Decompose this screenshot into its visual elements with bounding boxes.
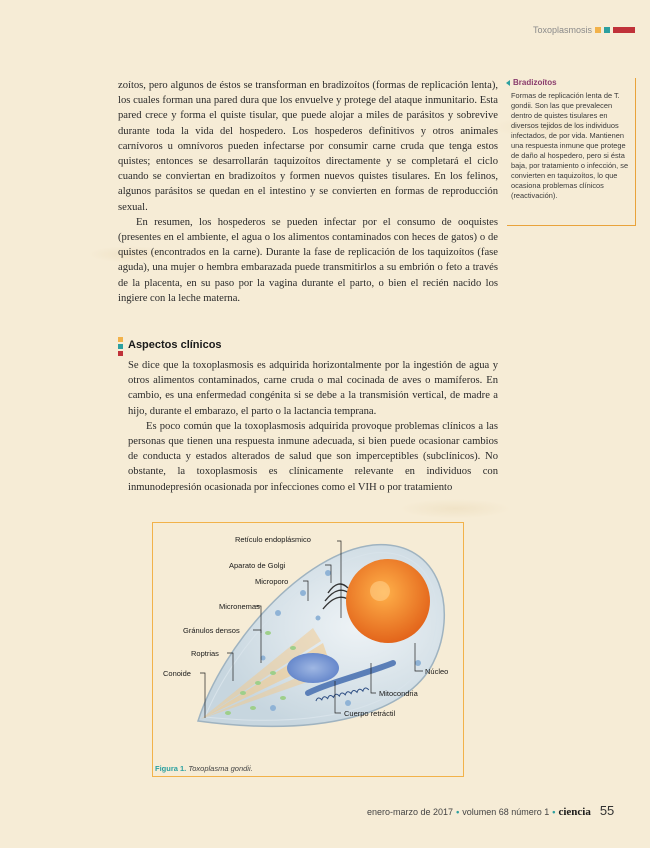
glossary-sidebar <box>507 78 636 226</box>
label-cuerpo: Cuerpo retráctil <box>344 709 396 718</box>
footer-volume: volumen 68 número 1 <box>462 807 550 817</box>
square-orange <box>118 337 123 342</box>
caption-title: Toxoplasma gondii. <box>188 764 253 773</box>
footer-separator: • <box>456 807 460 817</box>
article-column-top <box>118 78 498 306</box>
page-number: 55 <box>599 803 615 818</box>
label-conoide: Conoide <box>163 669 191 678</box>
label-mitocondria: Mitocondria <box>379 689 418 698</box>
paragraph <box>118 78 498 215</box>
label-granulos: Gránulos densos <box>183 626 240 635</box>
square-red <box>118 351 123 356</box>
toxoplasma-illustration <box>153 523 463 776</box>
running-header <box>533 25 635 35</box>
paragraph <box>128 358 498 419</box>
page-footer <box>367 803 614 818</box>
header-square-orange <box>595 27 601 33</box>
section-name: Toxoplasmosis <box>532 25 592 35</box>
footer-brand: ciencia <box>558 806 591 818</box>
label-microporo: Microporo <box>255 577 289 586</box>
label-micronemas: Micronemas <box>219 602 260 611</box>
figure-frame <box>152 522 464 777</box>
footer-issue: enero-marzo de 2017 <box>367 807 454 817</box>
paragraph-text: Se dice que la toxoplasmosis es adquirida horizontalmente por la ingestión de agua y otros alimentos contaminados, carne cruda o mal cocinada de aves o mamíferos. En cambio, es una enfermedad congénita si se debe a la transmisión vertical, de madre a hijo, durante el embarazo, el parto o la lactancia temprana. <box>128 360 498 417</box>
retractile-body <box>287 653 339 683</box>
section-heading: Aspectos clínicos <box>128 339 222 351</box>
paragraph <box>128 419 498 495</box>
sidebar-text: Formas de replicación lenta de T. gondii. Son las que prevalecen dentro de quistes tisulares en diversos tejidos de los individuos infectados, de por vida. Mantienen una respuesta inmune que protege de daño al hospedero, pero si ésta baja, por tratamiento o infección, se convierten en taquizoítos, lo que ocasiona problemas clínicos (reactivación). <box>511 91 629 200</box>
sidebar-title: Bradizoítos <box>513 78 635 87</box>
caption-number: Figura 1. <box>155 764 187 773</box>
footer-separator: • <box>552 807 556 817</box>
paragraph <box>118 215 498 306</box>
paragraph-text: En resumen, los hospederos se pueden infectar por el consumo de ooquistes (presentes en el ambiente, el agua o los alimentos contaminados con heces de gatos) o de quistes (encontrados en la carne). Durante la fase de replicación de los taquizoítos (fase aguda), una mujer o hembra embarazada puede transmitirlos a su embrión o feto a través de la placenta, en su paso por la vagina durante el parto, o bien el recién nacido los ingiere con la leche materna. <box>118 216 498 304</box>
label-golgi: Aparato de Golgi <box>229 561 286 570</box>
figure-caption <box>155 764 253 773</box>
header-square-teal <box>604 27 610 33</box>
nucleus <box>346 559 430 643</box>
nucleolus <box>370 581 390 601</box>
paragraph-text: zoítos, pero algunos de éstos se transforman en bradizoítos (formas de replicación lenta), los cuales forman una pared dura que los envuelve y protege del ataque inmunitario. Esta pared crece y forma el quiste tisular, que puede alojar a miles de parásitos y sobrevive durante toda la vida del hospedero. Los hospederos definitivos y otros animales carnívoros u omnívoros pueden infectarse por consumir carne cruda que tenga estos quistes; entonces se desarrollarán taquizoítos directamente y se completará el ciclo cuando se conviertan en bradizoítos y formen nuevos quistes tisulares. En los felinos, algunos parásitos se quedan en el intestino y se convierten en formas de reproducción sexual. <box>118 80 498 213</box>
header-bar-red <box>613 27 635 33</box>
heading-squares <box>118 337 123 356</box>
label-reticulo: Retículo endoplásmico <box>235 535 311 544</box>
label-roptrias: Roptrias <box>191 649 219 658</box>
square-teal <box>118 344 123 349</box>
paragraph-text: Es poco común que la toxoplasmosis adquirida provoque problemas clínicos a las personas que tienen una respuesta inmune adecuada, si bien puede ocasionar cambios de conducta y estados alterados de salud que son imperceptibles (subclínicos). No obstante, la toxoplasmosis es clínicamente relevante en individuos con inmunodepresión ocasionada por infecciones como el VIH o por tratamiento <box>128 420 498 493</box>
article-column-bottom <box>128 358 498 495</box>
label-nucleo: Núcleo <box>425 667 449 676</box>
